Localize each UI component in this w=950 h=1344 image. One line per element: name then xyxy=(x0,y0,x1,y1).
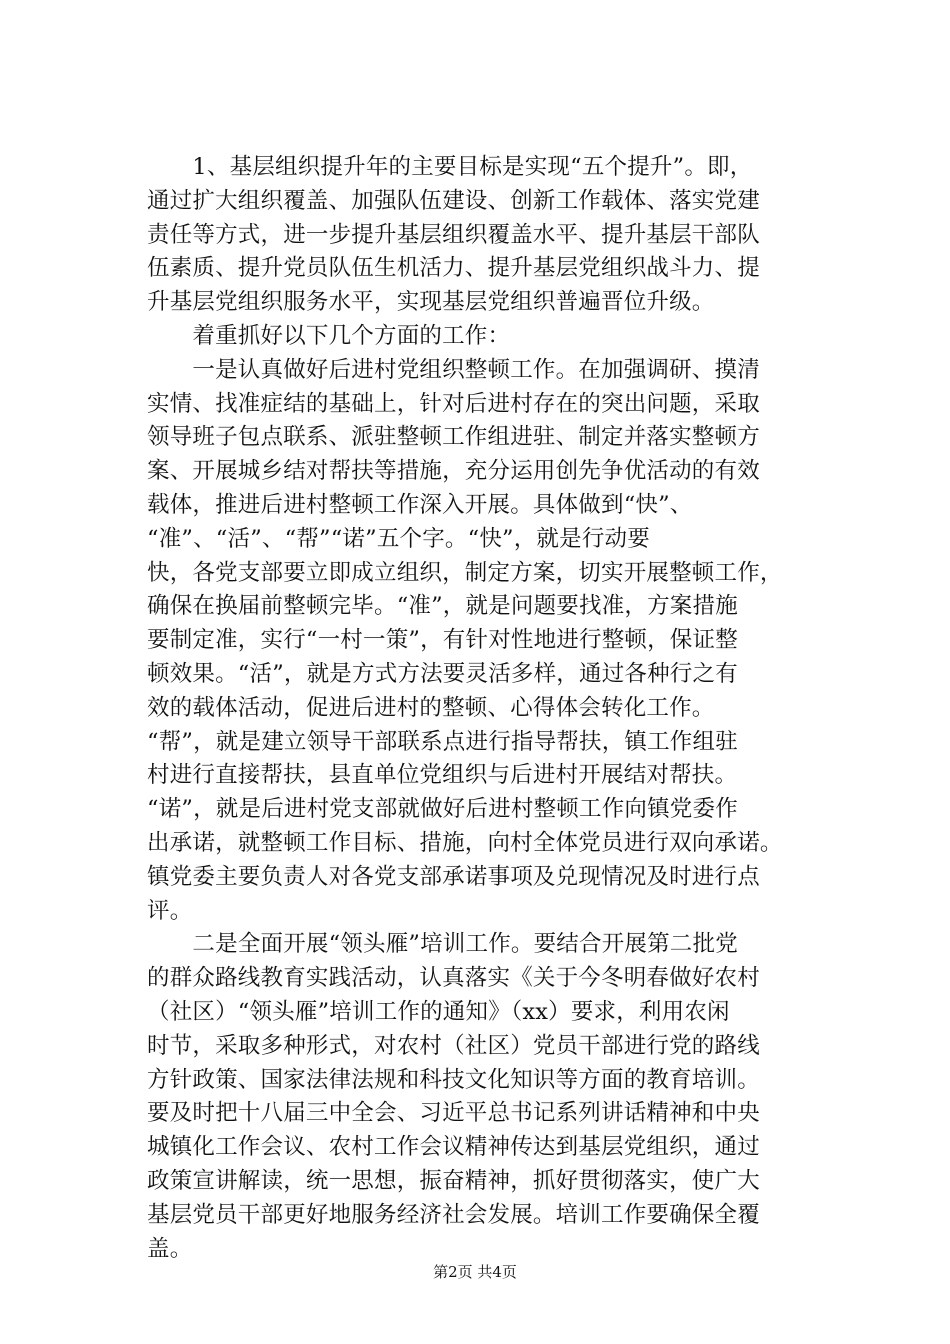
text-line: “帮”，就是建立领导干部联系点进行指导帮扶，镇工作组驻 xyxy=(147,728,738,755)
text-line: 出承诺，就整顿工作目标、措施，向村全体党员进行双向承诺。 xyxy=(147,829,783,856)
text-line: 一是认真做好后进村党组织整顿工作。在加强调研、摸清 xyxy=(147,356,760,383)
text-line: 升基层党组织服务水平，实现基层党组织普遍晋位升级。 xyxy=(147,289,715,316)
text-line: 二是全面开展“领头雁”培训工作。要结合开展第二批党 xyxy=(147,931,738,958)
text-line: 案、开展城乡结对帮扶等措施，充分运用创先争优活动的有效 xyxy=(147,458,760,485)
text-line: 顿效果。“活”，就是方式方法要灵活多样，通过各种行之有 xyxy=(147,660,738,687)
text-line: 政策宣讲解读，统一思想，振奋精神，抓好贯彻落实，使广大 xyxy=(147,1167,760,1194)
text-line: 基层党员干部更好地服务经济社会发展。培训工作要确保全覆 xyxy=(147,1201,760,1228)
text-line: 城镇化工作会议、农村工作会议精神传达到基层党组织，通过 xyxy=(147,1134,760,1161)
text-line: 着重抓好以下几个方面的工作： xyxy=(147,322,511,349)
text-line: 领导班子包点联系、派驻整顿工作组进驻、制定并落实整顿方 xyxy=(147,424,760,451)
text-line: 时节，采取多种形式，对农村（社区）党员干部进行党的路线 xyxy=(147,1032,760,1059)
text-line: 村进行直接帮扶，县直单位党组织与后进村开展结对帮扶。 xyxy=(147,762,738,789)
text-line: 通过扩大组织覆盖、加强队伍建设、创新工作载体、落实党建 xyxy=(147,187,760,214)
text-line: “准”、“活”、“帮”“诺”五个字。“快”，就是行动要 xyxy=(147,525,650,552)
text-line: 要制定准，实行“一村一策”，有针对性地进行整顿，保证整 xyxy=(147,627,738,654)
text-line: 盖。 xyxy=(147,1235,193,1262)
text-line: 伍素质、提升党员队伍生机活力、提升基层党组织战斗力、提 xyxy=(147,255,760,282)
text-line: 评。 xyxy=(147,897,193,924)
text-line: 载体，推进后进村整顿工作深入开展。具体做到“快”、 xyxy=(147,491,693,518)
text-line: 效的载体活动，促进后进村的整顿、心得体会转化工作。 xyxy=(147,694,715,721)
document-body xyxy=(147,151,835,1266)
text-line: 的群众路线教育实践活动，认真落实《关于今冬明春做好农村 xyxy=(147,965,760,992)
text-line: 实情、找准症结的基础上，针对后进村存在的突出问题，采取 xyxy=(147,390,760,417)
text-line: 方针政策、国家法律法规和科技文化知识等方面的教育培训。 xyxy=(147,1066,760,1093)
text-line: （社区）“领头雁”培训工作的通知》（xx）要求，利用农闲 xyxy=(147,998,730,1025)
text-line: 确保在换届前整顿完毕。“准”，就是问题要找准，方案措施 xyxy=(147,593,738,620)
text-line: 要及时把十八届三中全会、习近平总书记系列讲话精神和中央 xyxy=(147,1100,760,1127)
text-line: “诺”，就是后进村党支部就做好后进村整顿工作向镇党委作 xyxy=(147,796,738,823)
text-line: 快，各党支部要立即成立组织，制定方案，切实开展整顿工作， xyxy=(147,559,783,586)
text-line: 镇党委主要负责人对各党支部承诺事项及兑现情况及时进行点 xyxy=(147,863,760,890)
text-line: 1、基层组织提升年的主要目标是实现“五个提升”。即， xyxy=(147,154,753,180)
text-line: 责任等方式，进一步提升基层组织覆盖水平、提升基层干部队 xyxy=(147,221,760,248)
page-number-footer: 第2页 共4页 xyxy=(433,1263,517,1281)
